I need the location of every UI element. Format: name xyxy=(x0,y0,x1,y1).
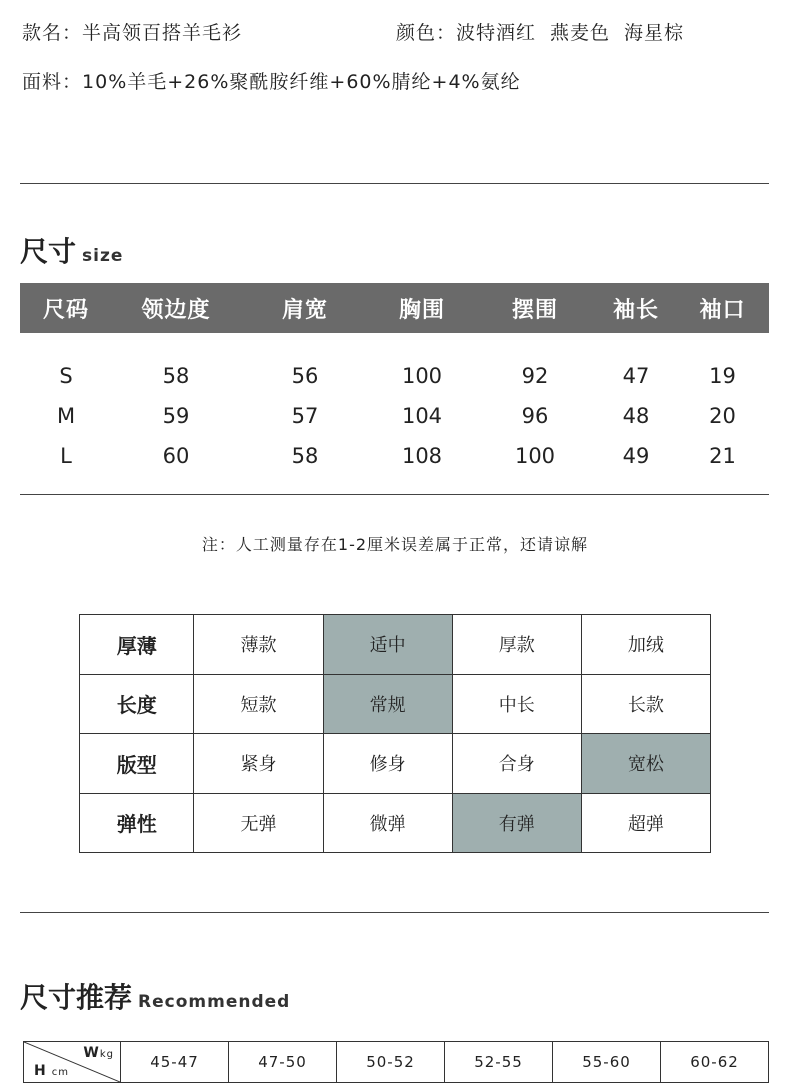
color-option: 海星棕 xyxy=(624,22,685,44)
attribute-label: 厚薄 xyxy=(80,615,194,675)
header-cell: 胸围 xyxy=(398,297,445,323)
attribute-grid xyxy=(79,614,711,853)
weight-unit: kg xyxy=(99,1049,114,1060)
height-unit: cm xyxy=(51,1067,69,1078)
size-cell: 60 xyxy=(162,444,190,468)
attribute-option: 合身 xyxy=(452,734,581,794)
weight-range-cell: 55-60 xyxy=(553,1042,661,1083)
weight-range-cell: 60-62 xyxy=(661,1042,769,1083)
weight-range-cell: 52-55 xyxy=(445,1042,553,1083)
size-cell: 100 xyxy=(401,364,443,388)
attribute-option: 加绒 xyxy=(581,615,710,675)
size-row xyxy=(20,436,769,476)
divider xyxy=(20,912,769,913)
size-cell: 48 xyxy=(622,404,650,428)
attribute-row xyxy=(80,734,711,794)
size-cell: 49 xyxy=(622,444,650,468)
divider xyxy=(20,183,769,184)
attribute-option: 薄款 xyxy=(194,615,323,675)
attribute-option: 无弹 xyxy=(194,793,323,853)
attribute-option: 超弹 xyxy=(581,793,710,853)
size-title-en: size xyxy=(82,246,124,266)
attribute-label: 版型 xyxy=(80,734,194,794)
weight-range-cell: 45-47 xyxy=(121,1042,229,1083)
attribute-option: 修身 xyxy=(323,734,452,794)
fabric-line xyxy=(22,67,521,94)
color-label: 颜色： xyxy=(396,22,457,44)
size-row xyxy=(20,356,769,396)
attribute-option-selected: 常规 xyxy=(323,674,452,734)
size-cell: 20 xyxy=(709,404,736,428)
size-cell: 59 xyxy=(162,404,190,428)
size-cell: M xyxy=(56,404,76,428)
header-cell: 袖口 xyxy=(699,297,746,323)
fabric-label: 面料： xyxy=(22,71,83,93)
attribute-label: 长度 xyxy=(80,674,194,734)
attribute-row xyxy=(80,674,711,734)
color-option: 燕麦色 xyxy=(550,22,611,44)
product-name-line xyxy=(22,18,242,45)
size-cell: 58 xyxy=(291,444,319,468)
attribute-row xyxy=(80,793,711,853)
header-cell: 肩宽 xyxy=(281,297,328,323)
size-cell: 104 xyxy=(401,404,443,428)
divider xyxy=(20,494,769,495)
size-row xyxy=(20,396,769,436)
attribute-option: 厚款 xyxy=(452,615,581,675)
attribute-option: 长款 xyxy=(581,674,710,734)
size-cell: 56 xyxy=(291,364,319,388)
size-cell: 100 xyxy=(514,444,556,468)
recommend-table xyxy=(23,1041,769,1083)
product-name-label: 款名： xyxy=(22,22,83,44)
header-cell: 领边度 xyxy=(141,297,211,323)
size-cell: 47 xyxy=(622,364,650,388)
header-cell: 尺码 xyxy=(42,297,89,323)
corner-cell xyxy=(24,1042,121,1083)
attribute-option: 紧身 xyxy=(194,734,323,794)
size-cell: 21 xyxy=(709,444,736,468)
size-cell: 58 xyxy=(162,364,190,388)
size-table-header xyxy=(20,283,769,333)
recommend-title-cn: 尺寸推荐 xyxy=(20,981,133,1014)
height-letter: H xyxy=(34,1063,47,1079)
recommend-section-title xyxy=(20,976,290,1016)
attribute-row xyxy=(80,615,711,675)
weight-range-cell: 50-52 xyxy=(337,1042,445,1083)
height-axis-label xyxy=(34,1063,69,1079)
color-option: 波特酒红 xyxy=(456,22,537,44)
attribute-option: 中长 xyxy=(452,674,581,734)
size-cell: 57 xyxy=(291,404,319,428)
attribute-option-selected: 有弹 xyxy=(452,793,581,853)
size-cell: 108 xyxy=(401,444,443,468)
product-name: 半高领百搭羊毛衫 xyxy=(82,22,243,44)
weight-axis-label xyxy=(83,1045,114,1061)
fabric-composition: 10%羊毛+26%聚酰胺纤维+60%腈纶+4%氨纶 xyxy=(82,71,521,93)
recommend-title-en: Recommended xyxy=(138,992,291,1012)
size-cell: 92 xyxy=(521,364,549,388)
size-cell: L xyxy=(60,444,72,468)
measurement-note: 注：人工测量存在1-2厘米误差属于正常，还请谅解 xyxy=(201,535,589,554)
attribute-option: 短款 xyxy=(194,674,323,734)
header-cell: 摆围 xyxy=(511,297,558,323)
attribute-option-selected: 宽松 xyxy=(581,734,710,794)
weight-header-row xyxy=(24,1042,769,1083)
size-cell: 96 xyxy=(521,404,549,428)
weight-letter: W xyxy=(83,1045,100,1061)
weight-range-cell: 47-50 xyxy=(229,1042,337,1083)
size-cell: S xyxy=(59,364,73,388)
attribute-option-selected: 适中 xyxy=(323,615,452,675)
size-title-cn: 尺寸 xyxy=(20,235,77,268)
header-cell: 袖长 xyxy=(612,297,659,323)
size-cell: 19 xyxy=(709,364,736,388)
attribute-option: 微弹 xyxy=(323,793,452,853)
product-colors-line xyxy=(396,18,684,45)
attribute-label: 弹性 xyxy=(80,793,194,853)
size-section-title xyxy=(20,230,123,270)
